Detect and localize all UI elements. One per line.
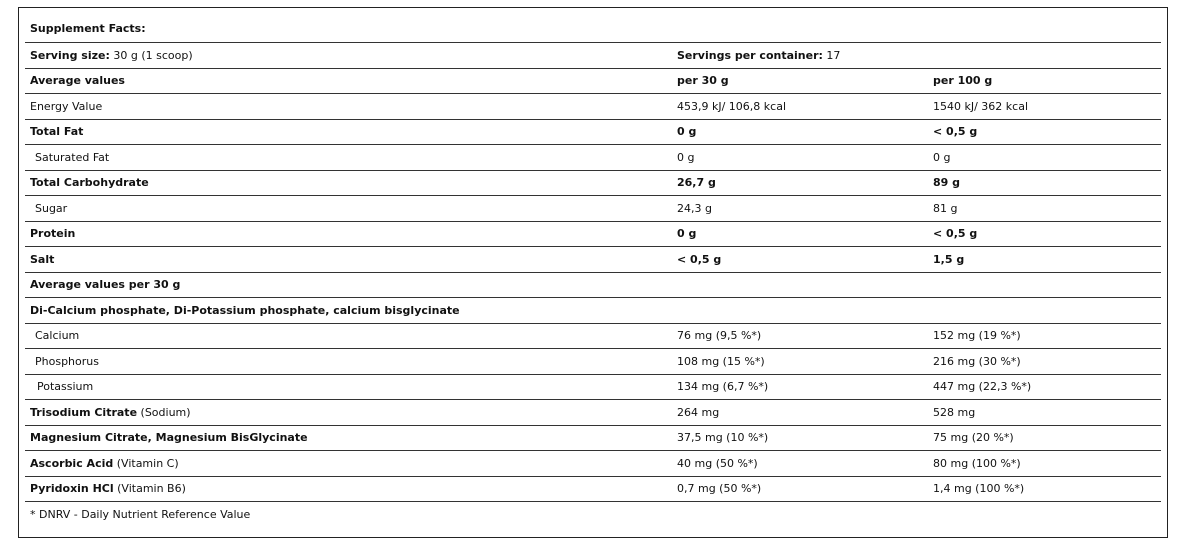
row-value-30g: < 0,5 g <box>677 252 722 266</box>
row-value-100g: < 0,5 g <box>933 227 978 241</box>
row-value-30g: 40 mg (50 %*) <box>677 456 758 470</box>
row-value-30g: 108 mg (15 %*) <box>677 354 765 368</box>
row-label: Energy Value <box>30 99 103 113</box>
table-row <box>25 247 1161 273</box>
row-label: Phosphorus <box>35 354 99 368</box>
row-value-100g: 216 mg (30 %*) <box>933 354 1021 368</box>
row-value-30g: 0,7 mg (50 %*) <box>677 482 762 496</box>
compound-note: (Sodium) <box>137 405 191 419</box>
section-per-30g: Average values per 30 g <box>30 278 181 292</box>
row-label: Total Carbohydrate <box>30 176 149 190</box>
row-value-100g: 1,4 mg (100 %*) <box>933 482 1025 496</box>
compound-name: Magnesium Citrate, Magnesium BisGlycinate <box>30 431 308 445</box>
servings-per-container-value: 17 <box>822 48 841 62</box>
table-row <box>25 222 1161 248</box>
row-value-30g: 24,3 g <box>677 201 712 215</box>
row-label: Calcium <box>35 329 80 343</box>
row-label: Protein <box>30 227 76 241</box>
supplement-facts-table <box>18 7 1168 538</box>
table-row <box>25 426 1161 452</box>
row-value-30g: 0 g <box>677 227 697 241</box>
table-row <box>25 94 1161 120</box>
compound-note: (Vitamin C) <box>113 456 179 470</box>
table-row <box>25 375 1161 401</box>
table-row <box>25 120 1161 146</box>
row-value-100g: 152 mg (19 %*) <box>933 329 1021 343</box>
section-header-row <box>25 273 1161 299</box>
row-label: Saturated Fat <box>35 150 110 164</box>
table-title: Supplement Facts: <box>30 21 146 35</box>
row-value-100g: 447 mg (22,3 %*) <box>933 380 1032 394</box>
table-row <box>25 451 1161 477</box>
row-label: Potassium <box>37 380 94 394</box>
table-row <box>25 400 1161 426</box>
section-header-row <box>25 298 1161 324</box>
header-row <box>25 69 1161 95</box>
row-value-100g: 0 g <box>933 150 951 164</box>
title-row <box>25 14 1161 43</box>
row-label: Salt <box>30 252 55 266</box>
serving-row <box>25 43 1161 69</box>
servings-per-container-label: Servings per container: <box>677 48 823 62</box>
serving-size-value: 30 g (1 scoop) <box>109 48 193 62</box>
table-row <box>25 196 1161 222</box>
row-value-100g: 89 g <box>933 176 961 190</box>
serving-size-label: Serving size: <box>30 48 110 62</box>
footnote: * DNRV - Daily Nutrient Reference Value <box>30 508 251 521</box>
row-value-100g: 80 mg (100 %*) <box>933 456 1021 470</box>
header-per-100g: per 100 g <box>933 74 993 88</box>
header-label: Average values <box>30 74 125 88</box>
row-label: Total Fat <box>30 125 84 139</box>
row-value-30g: 0 g <box>677 150 695 164</box>
footnote-row <box>25 502 1161 527</box>
row-value-30g: 76 mg (9,5 %*) <box>677 329 762 343</box>
table-row <box>25 349 1161 375</box>
row-value-30g: 134 mg (6,7 %*) <box>677 380 769 394</box>
row-value-30g: 37,5 mg (10 %*) <box>677 431 769 445</box>
row-value-100g: 1540 kJ/ 362 kcal <box>933 99 1029 113</box>
table-row <box>25 477 1161 503</box>
compound-name: Pyridoxin HCl <box>30 482 114 496</box>
row-value-100g: < 0,5 g <box>933 125 978 139</box>
row-value-100g: 528 mg <box>933 405 976 419</box>
section-minerals: Di-Calcium phosphate, Di-Potassium phosphate, calcium bisglycinate <box>30 303 460 317</box>
row-label: Sugar <box>35 201 68 215</box>
row-value-100g: 1,5 g <box>933 252 965 266</box>
table-row <box>25 145 1161 171</box>
row-value-30g: 0 g <box>677 125 697 139</box>
table-row <box>25 324 1161 350</box>
row-value-100g: 81 g <box>933 201 958 215</box>
compound-name: Ascorbic Acid <box>30 456 114 470</box>
row-value-30g: 264 mg <box>677 405 720 419</box>
row-value-30g: 453,9 kJ/ 106,8 kcal <box>677 99 787 113</box>
table-row <box>25 171 1161 197</box>
compound-note: (Vitamin B6) <box>113 482 186 496</box>
row-value-30g: 26,7 g <box>677 176 716 190</box>
header-per-30g: per 30 g <box>677 74 729 88</box>
row-value-100g: 75 mg (20 %*) <box>933 431 1014 445</box>
compound-name: Trisodium Citrate <box>30 405 138 419</box>
